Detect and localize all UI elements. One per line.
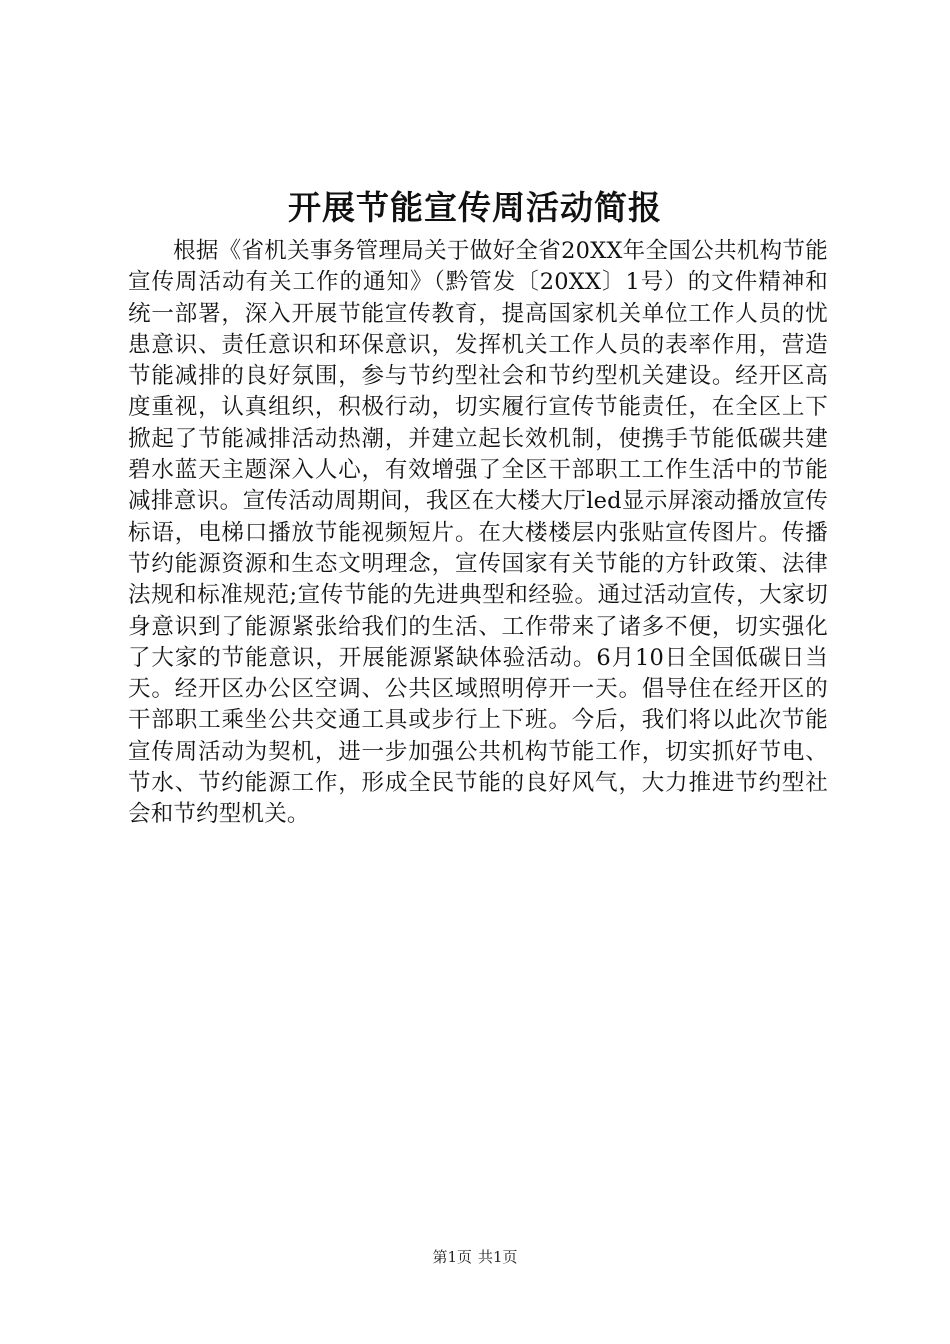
document-title: 开展节能宣传周活动简报 xyxy=(288,188,662,227)
page-total: 共1页 xyxy=(478,1248,518,1266)
page-footer xyxy=(0,1247,950,1267)
document-body: 根据《省机关事务管理局关于做好全省20XX年全国公共机构节能宣传周活动有关工作的通知》（黔管发〔20XX〕1号）的文件精神和统一部署，深入开展节能宣传教育，提高国家机关单位工作人员的忧患意识、责任意识和环保意识，发挥机关工作人员的表率作用，营造节能减排的良好氛围，参与节约型社会和节约型机关建设。经开区高度重视，认真组织，积极行动，切实履行宣传节能责任，在全区上下掀起了节能减排活动热潮，并建立起长效机制，使携手节能低碳共建碧水蓝天主题深入人心，有效增强了全区干部职工工作生活中的节能减排意识。宣传活动周期间，我区在大楼大厅led显示屏滚动播放宣传标语，电梯口播放节能视频短片。在大楼楼层内张贴宣传图片。传播节约能源资源和生态文明理念，宣传国家有关节能的方针政策、法律法规和标准规范;宣传节能的先进典型和经验。通过活动宣传，大家切身意识到了能源紧张给我们的生活、工作带来了诸多不便，切实强化了大家的节能意识，开展能源紧缺体验活动。6月10日全国低碳日当天。经开区办公区空调、公共区域照明停开一天。倡导住在经开区的干部职工乘坐公共交通工具或步行上下班。今后，我们将以此次节能宣传周活动为契机，进一步加强公共机构节能工作，切实抓好节电、节水、节约能源工作，形成全民节能的良好风气，大力推进节约型社会和节约型机关。 xyxy=(128,238,828,828)
page-number: 第1页 xyxy=(432,1248,472,1266)
